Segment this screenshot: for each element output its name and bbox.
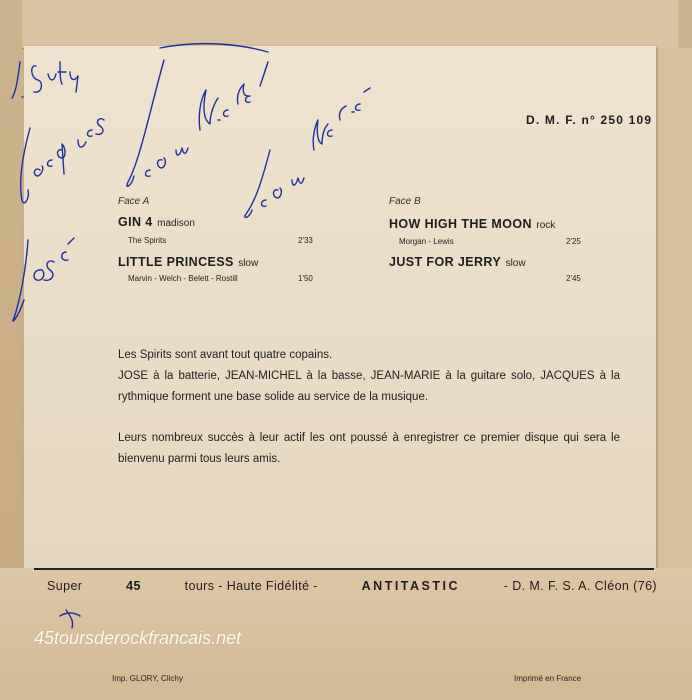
signature-flourish-2 bbox=[60, 610, 80, 628]
track-a1-title: GIN 4 bbox=[118, 215, 153, 229]
printer-credit: Imp. GLORY, Clichy bbox=[112, 674, 183, 683]
signature-j-suty bbox=[12, 62, 78, 98]
footer-part3: - D. M. F. S. A. Cléon (76) bbox=[503, 579, 657, 593]
track-a1-duration: 2'33 bbox=[298, 236, 313, 245]
signature-jacques bbox=[21, 119, 104, 203]
liner-note-3: Leurs nombreux succès à leur actif les ont poussé à enregistrer ce premier disque qui sera le bienvenu parmi tous leurs amis. bbox=[118, 432, 620, 465]
track-b2-duration: 2'45 bbox=[566, 274, 581, 283]
track-b2-genre: slow bbox=[505, 258, 526, 269]
footer-part1: Super bbox=[47, 579, 83, 593]
catalog-number: D. M. F. n° 250 109 bbox=[526, 113, 653, 127]
footer-speed: 45 bbox=[126, 579, 141, 593]
liner-note-1: Les Spirits sont avant tout quatre copains. bbox=[118, 349, 333, 361]
signature-flourish-1 bbox=[160, 44, 268, 52]
footer-part2: tours - Haute Fidélité - bbox=[184, 579, 318, 593]
track-b2-title: JUST FOR JERRY bbox=[389, 255, 502, 269]
face-a-label: Face A bbox=[118, 196, 150, 207]
footer-brand: ANTITASTIC bbox=[361, 579, 461, 593]
website-watermark: 45toursderockfrancais.net bbox=[34, 628, 242, 648]
face-b-label: Face B bbox=[389, 196, 421, 207]
track-a2-genre: slow bbox=[238, 258, 259, 269]
track-a2-credit: Marvin - Welch - Belett - Rostill bbox=[128, 274, 238, 283]
track-b1-genre: rock bbox=[536, 220, 556, 231]
signature-jose bbox=[13, 238, 74, 321]
track-a2-duration: 1'50 bbox=[298, 274, 313, 283]
track-b1-title: HOW HIGH THE MOON bbox=[389, 217, 532, 231]
liner-note-2: JOSE à la batterie, JEAN-MICHEL à la basse, JEAN-MARIE à la guitare solo, JACQUES à la rythmique forment une base solide au service de la musique. bbox=[118, 370, 620, 403]
track-a1-genre: madison bbox=[157, 218, 195, 229]
track-a2-title: LITTLE PRINCESS bbox=[118, 255, 234, 269]
printed-in: Imprimé en France bbox=[514, 674, 582, 683]
signature-jean-michel bbox=[127, 60, 268, 186]
signature-jean-marie bbox=[245, 88, 370, 217]
track-b1-credit: Morgan - Lewis bbox=[399, 237, 454, 246]
track-a1-credit: The Spirits bbox=[128, 236, 167, 245]
track-b1-duration: 2'25 bbox=[566, 237, 581, 246]
